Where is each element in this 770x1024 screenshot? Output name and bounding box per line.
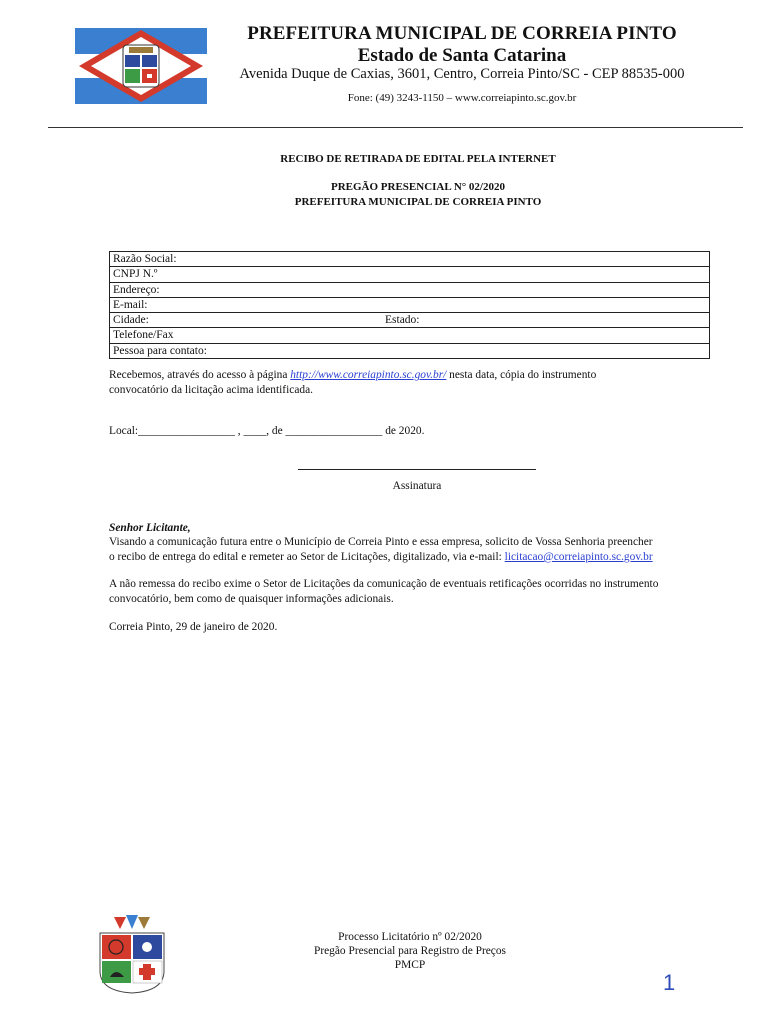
salutation: Senhor Licitante, — [109, 522, 191, 534]
receipt-text: convocatório da licitação acima identificada. — [109, 384, 313, 396]
form-row-endereco[interactable] — [110, 283, 709, 298]
notice-text: o recibo de entrega do edital e remeter ao Setor de Licitações, digitalizado, via e-mail: — [109, 551, 505, 563]
header-divider — [48, 127, 743, 128]
page-number: 1 — [663, 970, 676, 995]
email-link[interactable]: licitacao@correiapinto.sc.gov.br — [504, 551, 653, 563]
form-label: Pessoa para contato: — [113, 344, 207, 357]
receipt-paragraph — [109, 368, 734, 398]
website-link[interactable]: http://www.correiapinto.sc.gov.br/ — [290, 369, 447, 381]
form-row-contato[interactable] — [110, 344, 709, 359]
municipality-title: PREFEITURA MUNICIPAL DE CORREIA PINTO — [247, 23, 677, 44]
local-date-line: Local:_________________ , ____, de _________________ de 2020. — [109, 425, 425, 437]
footer-acronym: PMCP — [394, 959, 426, 971]
company-info-form — [109, 251, 710, 359]
address-line: Avenida Duque de Caxias, 3601, Centro, Correia Pinto/SC - CEP 88535-000 — [239, 66, 685, 82]
notice-text: A não remessa do recibo exime o Setor de Licitações da comunicação de eventuais retificações ocorridas no instrumento — [109, 578, 659, 590]
municipal-flag-logo — [75, 28, 207, 104]
form-row-cidade-estado[interactable] — [110, 313, 709, 328]
form-label-estado: Estado: — [385, 314, 420, 327]
notice-text: Visando a comunicação futura entre o Município de Correia Pinto e essa empresa, solicito de Vossa Senhoria preencher — [109, 536, 653, 548]
signature-label: Assinatura — [392, 480, 442, 492]
form-label: Razão Social: — [113, 253, 177, 265]
state-title: Estado de Santa Catarina — [357, 45, 567, 66]
receipt-title: RECIBO DE RETIRADA DE EDITAL PELA INTERNET — [280, 153, 556, 165]
form-label: Telefone/Fax — [113, 329, 174, 342]
form-row-telefone[interactable] — [110, 328, 709, 343]
footer-process-number: Processo Licitatório nº 02/2020 — [338, 931, 482, 943]
form-label: E-mail: — [113, 298, 148, 311]
form-label: Cidade: — [113, 314, 149, 327]
form-row-email[interactable] — [110, 298, 709, 313]
coat-of-arms-seal — [96, 913, 168, 995]
footer-auction-type: Pregão Presencial para Registro de Preços — [314, 945, 506, 957]
receipt-text: nesta data, cópia do instrumento — [446, 369, 597, 381]
notice-text: convocatório, bem como de quaisquer informações adicionais. — [109, 593, 394, 605]
municipality-subtitle: PREFEITURA MUNICIPAL DE CORREIA PINTO — [294, 196, 542, 208]
phone-website-line: Fone: (49) 3243-1150 – www.correiapinto.sc.gov.br — [347, 92, 577, 104]
form-label: Endereço: — [113, 283, 160, 296]
receipt-text: Recebemos, através do acesso à página — [109, 369, 291, 381]
form-row-cnpj[interactable] — [110, 267, 709, 282]
issue-date: Correia Pinto, 29 de janeiro de 2020. — [109, 621, 278, 633]
notice-paragraph — [109, 535, 749, 565]
auction-number-title: PREGÃO PRESENCIAL N° 02/2020 — [330, 181, 505, 193]
form-label: CNPJ N.º — [113, 268, 158, 281]
signature-line — [298, 469, 536, 470]
form-row-razao-social[interactable] — [110, 252, 709, 267]
notice-paragraph-2 — [109, 577, 749, 607]
